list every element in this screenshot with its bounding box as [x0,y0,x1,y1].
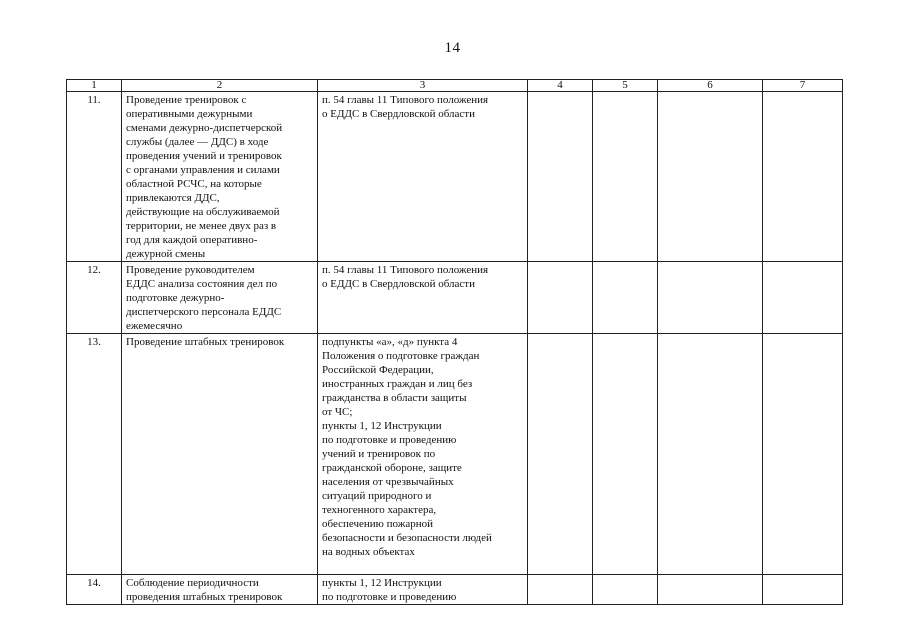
column-6-cell [658,262,763,334]
column-5-cell [593,334,658,575]
column-4-cell [528,334,593,575]
column-6-cell [658,92,763,262]
event-cell: Соблюдение периодичности проведения штабных тренировок [122,575,318,605]
column-4-cell [528,92,593,262]
column-5-cell [593,575,658,605]
basis-cell: п. 54 главы 11 Типового положения о ЕДДС в Свердловской области [318,262,528,334]
event-cell: Проведение тренировок с оперативными дежурными сменами дежурно-диспетчерской службы (далее — ДДС) в ходе проведения учений и тренировок с органами управления и силами областной РСЧС, на которые привлекаются ДДС, действующие на обслуживаемой территории, не менее двух раз в год для каждой оперативно- дежурной смены [122,92,318,262]
column-7-cell [763,92,843,262]
page-number: 14 [444,40,461,56]
column-7-cell [763,575,843,605]
column-6-cell [658,334,763,575]
column-5-cell [593,92,658,262]
column-header-2: 2 [122,80,318,92]
column-5-cell [593,262,658,334]
row-number: 12. [67,262,122,334]
event-cell: Проведение штабных тренировок [122,334,318,575]
event-cell: Проведение руководителем ЕДДС анализа состояния дел по подготовке дежурно- диспетчерского персонала ЕДДС ежемесячно [122,262,318,334]
basis-cell: п. 54 главы 11 Типового положения о ЕДДС в Свердловской области [318,92,528,262]
column-7-cell [763,262,843,334]
activities-table [66,79,843,605]
table-row [67,262,843,334]
table-row [67,575,843,605]
column-header-1: 1 [67,80,122,92]
table-row [67,334,843,575]
table-row [67,92,843,262]
row-number: 14. [67,575,122,605]
column-4-cell [528,262,593,334]
column-header-4: 4 [528,80,593,92]
column-header-5: 5 [593,80,658,92]
basis-cell: пункты 1, 12 Инструкции по подготовке и проведению [318,575,528,605]
column-header-6: 6 [658,80,763,92]
row-number: 13. [67,334,122,575]
row-number: 11. [67,92,122,262]
column-7-cell [763,334,843,575]
column-header-7: 7 [763,80,843,92]
column-6-cell [658,575,763,605]
column-header-3: 3 [318,80,528,92]
header-row [67,80,843,92]
basis-cell: подпункты «а», «д» пункта 4 Положения о подготовке граждан Российской Федерации, иностранных граждан и лиц без гражданства в области защиты от ЧС; пункты 1, 12 Инструкции по подготовке и проведению учений и тренировок по гражданской обороне, защите населения от чрезвычайных ситуаций природного и техногенного характера, обеспечению пожарной безопасности и безопасности людей на водных объектах [318,334,528,575]
column-4-cell [528,575,593,605]
